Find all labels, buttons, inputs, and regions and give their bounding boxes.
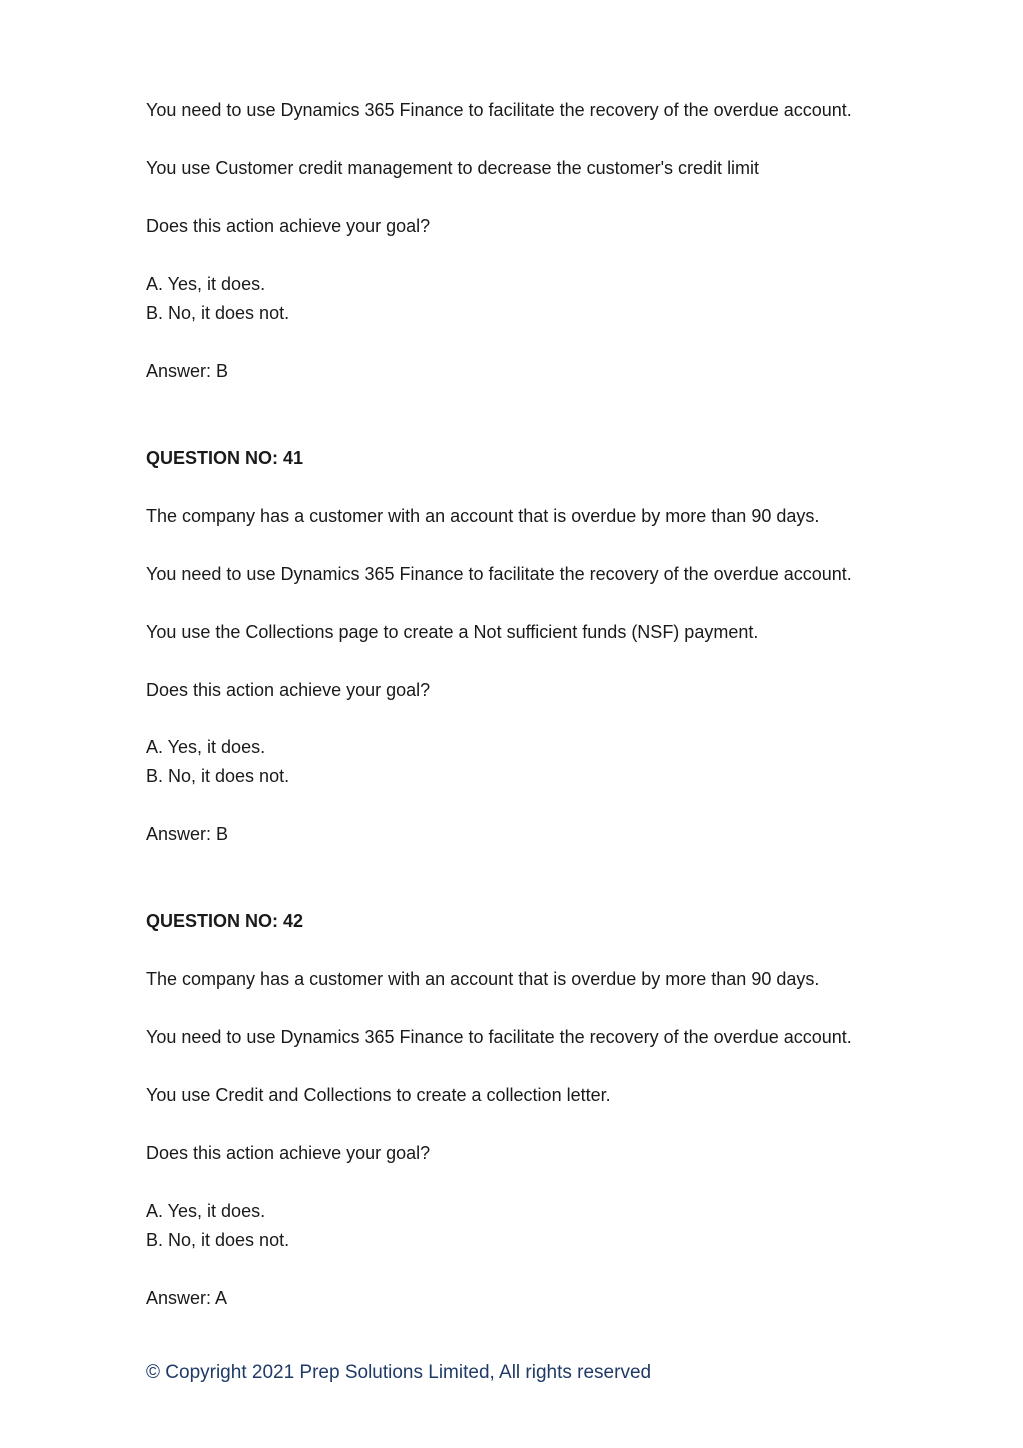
q41-option-b: B. No, it does not.	[146, 766, 290, 786]
q42-prompt-text: Does this action achieve your goal?	[146, 1143, 431, 1163]
q40-option-a: A. Yes, it does.	[146, 274, 266, 294]
q42-answer: Answer: A	[146, 1288, 228, 1308]
q42-need-text: You need to use Dynamics 365 Finance to facilitate the recovery of the overdue account.	[146, 1027, 852, 1047]
q42-option-a: A. Yes, it does.	[146, 1201, 266, 1221]
q42-option-b: B. No, it does not.	[146, 1230, 290, 1250]
q41-answer: Answer: B	[146, 824, 229, 844]
q40-answer: Answer: B	[146, 361, 229, 381]
q41-prompt-text: Does this action achieve your goal?	[146, 680, 431, 700]
q40-prompt-text: Does this action achieve your goal?	[146, 216, 431, 236]
q40-option-b: B. No, it does not.	[146, 303, 290, 323]
q41-option-a: A. Yes, it does.	[146, 737, 266, 757]
q42-heading: QUESTION NO: 42	[146, 911, 304, 931]
q42-action-text: You use Credit and Collections to create a collection letter.	[146, 1085, 611, 1105]
q40-need-text: You need to use Dynamics 365 Finance to facilitate the recovery of the overdue account.	[146, 100, 852, 120]
q40-action-text: You use Customer credit management to decrease the customer's credit limit	[146, 158, 760, 178]
q41-need-text: You need to use Dynamics 365 Finance to facilitate the recovery of the overdue account.	[146, 564, 852, 584]
copyright-footer: © Copyright 2021 Prep Solutions Limited, All rights reserved	[146, 1362, 652, 1383]
q41-action-text: You use the Collections page to create a Not sufficient funds (NSF) payment.	[146, 622, 759, 642]
q42-scenario-text: The company has a customer with an account that is overdue by more than 90 days.	[146, 969, 820, 989]
q41-heading: QUESTION NO: 41	[146, 448, 304, 468]
q41-scenario-text: The company has a customer with an account that is overdue by more than 90 days.	[146, 506, 820, 526]
